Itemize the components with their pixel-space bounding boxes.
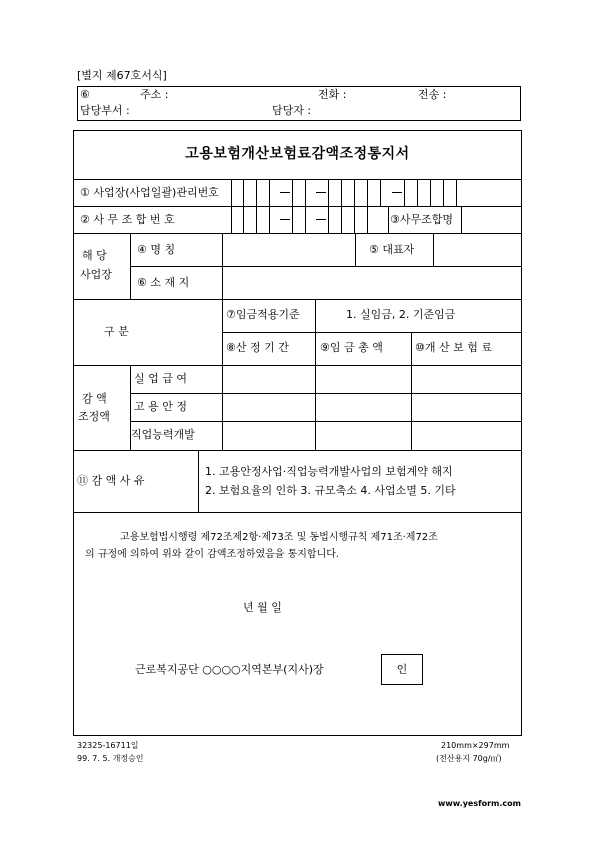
digit-cell-divider	[417, 179, 418, 206]
digit-cell-divider	[328, 206, 329, 233]
representative-label: ⑤ 대표자	[369, 243, 415, 256]
divider	[73, 365, 522, 366]
fax-label: 전송 :	[418, 88, 447, 101]
address-label: 주소 :	[140, 88, 169, 101]
reason-line: 1. 고용안정사업·직업능력개발사업의 보험계약 해지	[205, 465, 453, 478]
total-wage-label: ⑨임 금 총 액	[320, 341, 383, 354]
wage-standard-label: ⑦임금적용기준	[226, 308, 300, 321]
digit-cell-divider	[404, 179, 405, 206]
digit-cell-divider	[443, 179, 444, 206]
mgmt-no-label: ① 사업장(사업일괄)관리번호	[80, 186, 219, 199]
divider	[130, 266, 522, 267]
notice-text: 고용보험법시행령 제72조제2항·제73조 및 동법시행규칙 제71조·제72조	[120, 532, 438, 543]
digit-cell-divider	[354, 179, 355, 206]
name-label: ④ 명 칭	[137, 243, 176, 256]
phone-label: 전화 :	[318, 88, 347, 101]
divider	[222, 332, 522, 333]
divider	[355, 233, 356, 266]
digit-cell-divider	[354, 206, 355, 233]
site-label: 해 당	[82, 249, 107, 262]
office-name-label: ③사무조합명	[390, 213, 453, 226]
dash-mark	[280, 219, 290, 220]
premium-label: ⑩개 산 보 험 료	[415, 341, 492, 354]
digit-cell-divider	[456, 179, 457, 206]
digit-cell-divider	[367, 179, 368, 206]
divider	[222, 233, 223, 299]
divider	[73, 299, 522, 300]
issuer: 근로복지공단 ○○○○지역본부(지사)장	[135, 663, 324, 676]
digit-cell-divider	[341, 179, 342, 206]
approval-date: 99. 7. 5. 개정승인	[77, 754, 144, 763]
person-label: 담당자 :	[272, 104, 312, 117]
digit-cell-divider	[292, 179, 293, 206]
digit-cell-divider	[256, 179, 257, 206]
employment-stability-label: 고 용 안 정	[134, 400, 187, 413]
divider	[130, 393, 522, 394]
dash-mark	[392, 192, 402, 193]
wage-options: 1. 실임금, 2. 기준임금	[346, 308, 456, 321]
dept-label: 담당부서 :	[80, 104, 130, 117]
divider	[222, 299, 223, 450]
divider	[73, 179, 522, 180]
website-link[interactable]: www.yesform.com	[438, 799, 521, 808]
digit-cell-divider	[388, 206, 389, 233]
site-label: 사업장	[80, 268, 112, 281]
dash-mark	[316, 219, 326, 220]
reason-label: ⑪ 감 액 사 유	[77, 474, 145, 487]
date-line: 년 월 일	[243, 601, 282, 614]
digit-cell-divider	[305, 206, 306, 233]
category-label: 구 분	[104, 325, 129, 338]
digit-cell-divider	[341, 206, 342, 233]
divider	[315, 332, 316, 450]
digit-cell-divider	[328, 179, 329, 206]
digit-cell-divider	[269, 179, 270, 206]
digit-cell-divider	[305, 179, 306, 206]
divider	[73, 512, 522, 513]
unemployment-label: 실 업 급 여	[134, 372, 187, 385]
digit-cell-divider	[269, 206, 270, 233]
divider	[315, 299, 316, 332]
digit-cell-divider	[380, 179, 381, 206]
period-label: ⑧산 정 기 간	[226, 341, 289, 354]
notice-text: 의 규정에 의하여 위와 같이 감액조정하였음을 통지합니다.	[85, 549, 340, 560]
divider	[130, 233, 131, 299]
form-code: 32325-16711일	[77, 741, 139, 750]
digit-cell-divider	[292, 206, 293, 233]
divider	[433, 233, 434, 266]
reason-line: 2. 보험요율의 인하 3. 규모축소 4. 사업소멸 5. 기타	[205, 484, 456, 497]
divider	[73, 450, 522, 451]
digit-cell-divider	[430, 179, 431, 206]
dash-mark	[280, 192, 290, 193]
location-label: ⑥ 소 재 지	[137, 276, 190, 289]
reduction-label: 감 액	[82, 392, 107, 405]
divider	[198, 450, 199, 512]
divider	[73, 233, 522, 234]
dash-mark	[316, 192, 326, 193]
reduction-label: 조정액	[78, 410, 110, 423]
digit-cell-divider	[367, 206, 368, 233]
paper-size: 210mm×297mm	[441, 741, 510, 750]
skills-development-label: 직업능력개발	[131, 428, 195, 441]
divider	[73, 206, 522, 207]
seal-box: 인	[381, 654, 423, 685]
digit-cell-divider	[243, 206, 244, 233]
divider	[231, 179, 232, 233]
divider	[411, 332, 412, 450]
digit-cell-divider	[461, 206, 462, 233]
page-title: 고용보험개산보험료감액조정통지서	[185, 146, 410, 162]
paper-spec: (전산용지 70g/㎡)	[436, 754, 502, 763]
office-no-label: ② 사 무 조 합 번 호	[80, 213, 175, 226]
form-id: [별지 제67호서식]	[77, 69, 167, 82]
circle-mark: ⑥	[80, 88, 90, 101]
divider	[130, 421, 522, 422]
digit-cell-divider	[243, 179, 244, 206]
digit-cell-divider	[256, 206, 257, 233]
